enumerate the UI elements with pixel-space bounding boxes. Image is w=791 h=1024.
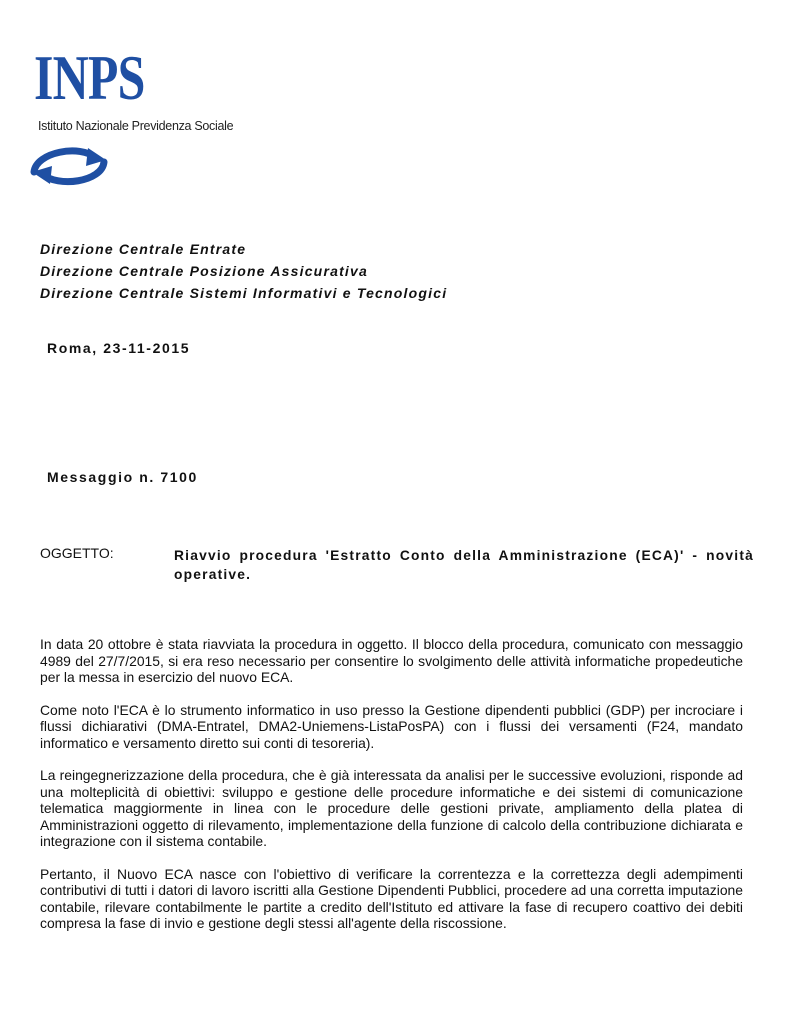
inps-logo xyxy=(28,44,258,194)
directorate-line: Direzione Centrale Sistemi Informativi e Tecnologici xyxy=(40,285,448,301)
circular-arrows-icon xyxy=(28,142,110,190)
logo-wordmark: INPS xyxy=(34,42,145,113)
body-paragraph: La reingegnerizzazione della procedura, che è già interessata da analisi per le successive evoluzioni, risponde ad una molteplicità di obiettivi: sviluppo e gestione delle procedure informatiche e dei sistemi di comunicazione telematica maggiormente in linea con le procedure delle gestioni private, ampliamento della platea di Amministrazioni oggetto di rilevamento, implementazione della funzione di calcolo della contribuzione dichiarata e integrazione con il sistema contabile. xyxy=(40,767,743,849)
directorates-block xyxy=(40,238,447,304)
directorate-line: Direzione Centrale Posizione Assicurativa xyxy=(40,263,368,279)
message-body xyxy=(40,636,743,948)
body-paragraph: Come noto l'ECA è lo strumento informatico in uso presso la Gestione dipendenti pubblici (GDP) per incrociare i flussi dichiarativi (DMA-Entratel, DMA2-Uniemens-ListaPosPA) con i flussi dei versamenti (F24, mandato informatico e versamento diretto sui conti di tesoreria). xyxy=(40,701,743,751)
message-number: Messaggio n. 7100 xyxy=(47,469,198,485)
subject-text: Riavvio procedura 'Estratto Conto della Amministrazione (ECA)' - novità operative. xyxy=(174,548,754,582)
logo-subtitle: Istituto Nazionale Previdenza Sociale xyxy=(38,119,234,133)
directorate-line: Direzione Centrale Entrate xyxy=(40,241,247,257)
body-paragraph: In data 20 ottobre è stata riavviata la procedura in oggetto. Il blocco della procedura, comunicato con messaggio 4989 del 27/7/2015, si era reso necessario per consentire lo svolgimento delle attività informatiche propedeutiche per la messa in esercizio del nuovo ECA. xyxy=(40,636,743,685)
place-date: Roma, 23-11-2015 xyxy=(47,340,191,356)
subject-label: OGGETTO: xyxy=(40,545,114,561)
body-paragraph: Pertanto, il Nuovo ECA nasce con l'obiettivo di verificare la correntezza e la correttezza degli adempimenti contributivi di tutti i datori di lavoro iscritti alla Gestione Dipendenti Pubblici, procedere ad una corretta imputazione contabile, rilevare contabilmente le partite a credito dell'Istituto ed attivare la fase di recupero coattivo dei debiti compresa la fase di invio e gestione degli stessi all'agente della riscossione. xyxy=(40,865,743,931)
